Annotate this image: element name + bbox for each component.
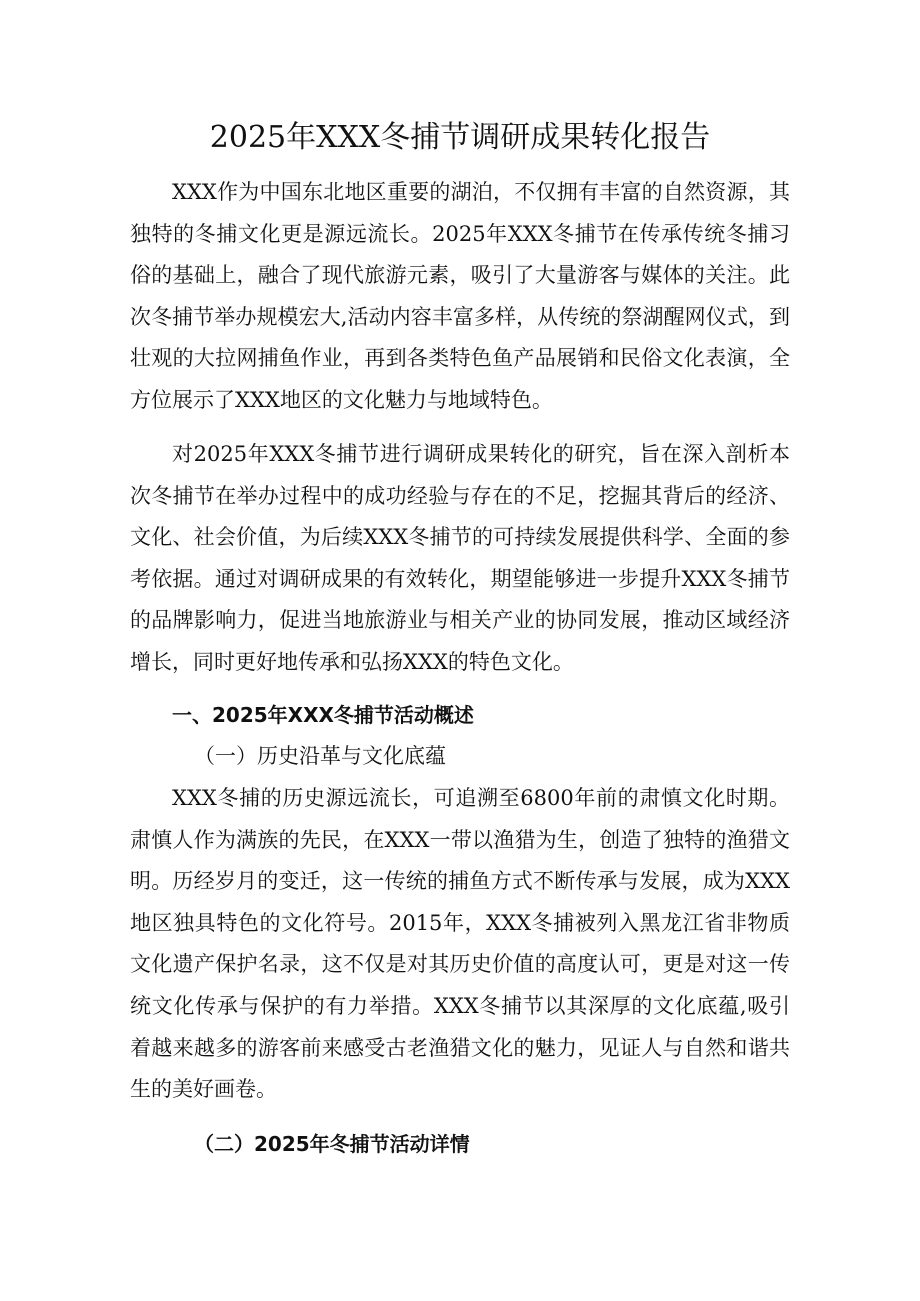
paragraph-history: XXX冬捕的历史源远流长，可追溯至6800年前的肃慎文化时期。肃慎人作为满族的先民，在XXX一带以渔猎为生，创造了独特的渔猎文明。历经岁月的变迁，这一传统的捕鱼方式不断传承与发展，成为XXX地区独具特色的文化符号。2015年，XXX冬捕被列入黑龙江省非物质文化遗产保护名录，这不仅是对其历史价值的高度认可，更是对这一传统文化传承与保护的有力举措。XXX冬捕节以其深厚的文化底蕴,吸引着越来越多的游客前来感受古老渔猎文化的魅力，见证人与自然和谐共生的美好画卷。	[130, 786, 790, 1102]
subsection-heading-activities: （二）2025年冬捕节活动详情	[194, 1132, 470, 1156]
paragraph-intro: XXX作为中国东北地区重要的湖泊，不仅拥有丰富的自然资源，其独特的冬捕文化更是源远流长。2025年XXX冬捕节在传承传统冬捕习俗的基础上，融合了现代旅游元素，吸引了大量游客与媒体的关注。此次冬捕节举办规模宏大,活动内容丰富多样，从传统的祭湖醒网仪式，到壮观的大拉网捕鱼作业，再到各类特色鱼产品展销和民俗文化表演，全方位展示了XXX地区的文化魅力与地域特色。	[130, 180, 790, 412]
paragraph-purpose: 对2025年XXX冬捕节进行调研成果转化的研究，旨在深入剖析本次冬捕节在举办过程中的成功经验与存在的不足，挖掘其背后的经济、文化、社会价值，为后续XXX冬捕节的可持续发展提供科学、全面的参考依据。通过对调研成果的有效转化，期望能够进一步提升XXX冬捕节的品牌影响力，促进当地旅游业与相关产业的协同发展，推动区域经济增长，同时更好地传承和弘扬XXX的特色文化。	[130, 442, 790, 674]
subsection-heading-history: （一）历史沿革与文化底蕴	[194, 744, 446, 768]
section-heading-overview: 一、2025年XXX冬捕节活动概述	[172, 703, 474, 727]
document-title: 2025年XXX冬捕节调研成果转化报告	[209, 120, 711, 155]
